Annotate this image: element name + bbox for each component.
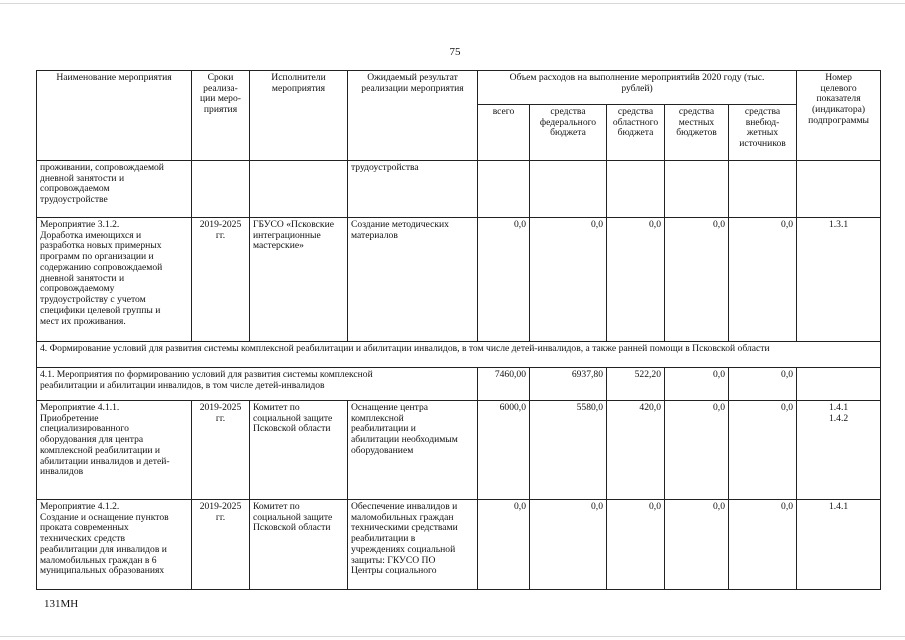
row-terms: 2019-2025 гг.	[192, 218, 250, 342]
row-regional	[607, 161, 665, 218]
row-result: Создание методических материалов	[348, 218, 478, 342]
row-total: 6000,0	[478, 401, 530, 500]
header-expense-volume: Объем расходов на выполнение мероприятийв 2020 году (тыс. рублей)	[478, 71, 797, 105]
row-federal: 5580,0	[530, 401, 607, 500]
row-result: Оснащение центра комплексной реабилитации и абилитации необходимым оборудованием	[348, 401, 478, 500]
row-local: 0,0	[665, 500, 729, 590]
row-name: проживании, сопровождаемой дневной занятости и сопровождаемом трудоустройстве	[37, 161, 192, 218]
row-federal	[530, 161, 607, 218]
row-total: 0,0	[478, 218, 530, 342]
row-local: 0,0	[665, 218, 729, 342]
header-indicator: Номер целевого показателя (индикатора) подпрограммы	[797, 71, 881, 161]
row-indicator: 1.4.1	[797, 500, 881, 590]
row-local	[665, 161, 729, 218]
subtotal-local: 0,0	[665, 368, 729, 401]
subtotal-name: 4.1. Мероприятия по формированию условий для развития системы комплексной реабилитации и абилитации инвалидов, в том числе детей-инвалидов	[37, 368, 478, 401]
subtotal-federal: 6937,80	[530, 368, 607, 401]
row-executors	[250, 161, 348, 218]
row-extra	[729, 161, 797, 218]
header-extra-budgetary: средства внебюд- жетных источников	[729, 105, 797, 161]
section-heading-row	[37, 342, 881, 368]
row-federal: 0,0	[530, 218, 607, 342]
subtotal-regional: 522,20	[607, 368, 665, 401]
header-regional: средства областного бюджета	[607, 105, 665, 161]
row-local: 0,0	[665, 401, 729, 500]
header-name: Наименование мероприятия	[37, 71, 192, 161]
page-number: 75	[449, 46, 461, 58]
row-executors: Комитет по социальной защите Псковской области	[250, 500, 348, 590]
table-row	[37, 218, 881, 342]
subtotal-total: 7460,00	[478, 368, 530, 401]
row-terms: 2019-2025 гг.	[192, 500, 250, 590]
row-regional: 0,0	[607, 500, 665, 590]
footer-code: 131МН	[44, 598, 79, 610]
row-extra: 0,0	[729, 500, 797, 590]
table-row	[37, 161, 881, 218]
row-name: Мероприятие 4.1.2. Создание и оснащение пунктов проката современных технических средств реабилитации для инвалидов и маломобильных граждан в 6 муниципальных образованиях	[37, 500, 192, 590]
row-regional: 420,0	[607, 401, 665, 500]
row-name: Мероприятие 4.1.1. Приобретение специализированного оборудования для центра комплексной реабилитации и абилитации инвалидов и детей- инвалидов	[37, 401, 192, 500]
header-total: всего	[478, 105, 530, 161]
row-total	[478, 161, 530, 218]
row-total: 0,0	[478, 500, 530, 590]
header-terms: Сроки реализа- ции меро- приятия	[192, 71, 250, 161]
expenditure-table	[36, 70, 881, 590]
subtotal-extra: 0,0	[729, 368, 797, 401]
table-row	[37, 401, 881, 500]
header-executors: Исполнители мероприятия	[250, 71, 348, 161]
row-extra: 0,0	[729, 218, 797, 342]
row-executors: Комитет по социальной защите Псковской области	[250, 401, 348, 500]
row-indicator: 1.4.1 1.4.2	[797, 401, 881, 500]
row-indicator: 1.3.1	[797, 218, 881, 342]
row-indicator	[797, 161, 881, 218]
row-terms	[192, 161, 250, 218]
row-regional: 0,0	[607, 218, 665, 342]
section-heading: 4. Формирование условий для развития системы комплексной реабилитации и абилитации инвалидов, в том числе детей-инвалидов, а также ранней помощи в Псковской области	[37, 342, 881, 368]
table-row	[37, 500, 881, 590]
header-local: средства местных бюджетов	[665, 105, 729, 161]
header-expected-result: Ожидаемый результат реализации мероприятия	[348, 71, 478, 161]
row-extra: 0,0	[729, 401, 797, 500]
subtotal-row	[37, 368, 881, 401]
bottom-scan-line	[0, 636, 905, 637]
header-row-1	[37, 71, 881, 105]
row-result: Обеспечение инвалидов и маломобильных граждан техническими средствами реабилитации в учреждениях социальной защиты: ГКУСО ПО Центры социального	[348, 500, 478, 590]
row-result: трудоустройства	[348, 161, 478, 218]
row-federal: 0,0	[530, 500, 607, 590]
header-federal: средства федерального бюджета	[530, 105, 607, 161]
row-terms: 2019-2025 гг.	[192, 401, 250, 500]
row-executors: ГБУСО «Псковские интеграционные мастерские»	[250, 218, 348, 342]
subtotal-indicator	[797, 368, 881, 401]
row-name: Мероприятие 3.1.2. Доработка имеющихся и разработка новых примерных программ по организации и содержанию сопровождаемой дневной занятости и сопровождаемому трудоустройству с учетом специфики целевой группы и мест их проживания.	[37, 218, 192, 342]
top-scan-line	[0, 3, 905, 4]
